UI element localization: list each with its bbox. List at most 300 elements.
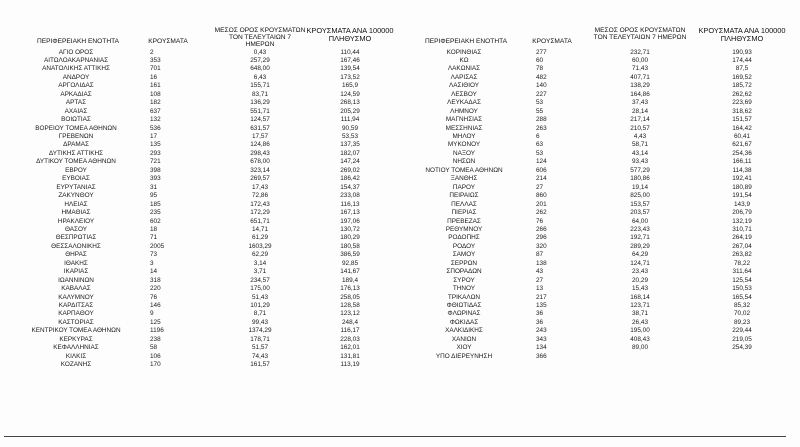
cases-cell: 9 <box>150 310 154 318</box>
right-table-row <box>0 201 800 209</box>
cases-cell: 135 <box>536 302 547 309</box>
cases-cell: 170 <box>150 361 161 369</box>
region-cell: ΔΥΤΙΚΗΣ ΑΤΤΙΚΗΣ <box>48 149 104 157</box>
bottom-rule <box>4 436 786 437</box>
per100k-cell: 186,42 <box>340 175 360 183</box>
right-table-row <box>0 319 800 327</box>
region-cell: ΕΥΒΟΙΑΣ <box>62 175 90 183</box>
region-cell: ΥΠΟ ΔΙΕΡΕΥΝΗΣΗ <box>435 352 493 360</box>
cases-cell: 201 <box>536 200 547 208</box>
per100k-cell: 223,69 <box>732 99 752 107</box>
avg-cell: 648,00 <box>250 65 270 73</box>
per100k-cell: 141,67 <box>340 268 360 276</box>
region-cell: ΚΟΖΑΝΗΣ <box>60 361 92 369</box>
per100k-cell: 386,59 <box>340 251 360 259</box>
cases-cell: 2005 <box>150 242 165 250</box>
cases-cell: 76 <box>150 293 158 301</box>
region-cell: ΛΑΡΙΣΑΣ <box>450 73 478 81</box>
cases-cell: 263 <box>536 124 547 132</box>
region-cell: ΛΑΣΙΘΙΟΥ <box>448 82 480 90</box>
cases-cell: 95 <box>150 192 158 200</box>
region-cell: ΚΕΡΚΥΡΑΣ <box>59 335 93 343</box>
right-table-row <box>0 302 800 310</box>
right-table-row <box>0 268 800 276</box>
right-table-row <box>0 310 800 318</box>
avg-cell: 161,57 <box>250 361 270 369</box>
avg-cell: 26,43 <box>632 318 648 326</box>
region-cell: ΝΗΣΩΝ <box>452 158 476 166</box>
per100k-cell: 621,67 <box>732 141 752 149</box>
cases-cell: 63 <box>536 141 544 149</box>
region-cell: ΙΘΑΚΗΣ <box>64 259 88 267</box>
region-cell: ΚΩ <box>459 56 469 64</box>
right-table-row <box>0 336 800 344</box>
per100k-cell: 128,58 <box>340 302 360 309</box>
avg-cell: 99,43 <box>252 318 268 326</box>
avg-cell: 192,71 <box>630 234 650 242</box>
region-cell: ΘΕΣΠΡΩΤΙΑΣ <box>55 234 97 242</box>
region-cell: ΑΡΤΑΣ <box>65 99 87 107</box>
cases-cell: 293 <box>150 149 161 157</box>
right-header-per100k: ΚΡΟΥΣΜΑΤΑ ΑΝΑ 100000 ΠΛΗΘΥΣΜΟ <box>698 26 786 43</box>
avg-cell: 289,29 <box>630 242 650 250</box>
per100k-cell: 167,13 <box>340 209 360 217</box>
region-cell: ΖΑΚΥΝΘΟΥ <box>58 192 94 200</box>
avg-cell: 20,29 <box>632 276 648 284</box>
cases-cell: 6 <box>536 133 540 140</box>
right-table-row <box>0 74 800 82</box>
cases-cell: 135 <box>150 141 161 149</box>
avg-cell: 51,57 <box>252 344 268 352</box>
right-table-row <box>0 277 800 285</box>
cases-cell: 73 <box>150 251 158 259</box>
per100k-cell: 113,19 <box>340 361 360 369</box>
avg-cell: 6,43 <box>253 73 267 81</box>
per100k-cell: 182,07 <box>340 149 360 157</box>
right-table-row <box>0 125 800 133</box>
cases-cell: 721 <box>150 158 161 166</box>
avg-cell: 164,86 <box>630 90 650 98</box>
avg-cell: 298,43 <box>250 149 270 157</box>
avg-cell: 38,71 <box>632 310 648 318</box>
region-cell: ΣΠΟΡΑΔΩΝ <box>446 268 482 276</box>
per100k-cell: 114,38 <box>732 166 752 174</box>
avg-cell: 19,14 <box>632 183 648 191</box>
right-table-row <box>0 57 800 65</box>
cases-cell: 58 <box>150 344 158 352</box>
per100k-cell: 165,9 <box>342 82 358 90</box>
left-header-region: ΠΕΡΙΦΕΡΕΙΑΚΗ ΕΝΟΤΗΤΑ <box>36 38 120 45</box>
per100k-cell: 264,19 <box>732 234 752 242</box>
cases-cell: 60 <box>536 56 544 64</box>
cases-cell: 182 <box>150 99 161 107</box>
right-table-row <box>0 327 800 335</box>
region-cell: ΠΕΙΡΑΙΩΣ <box>449 192 479 200</box>
cases-cell: 161 <box>150 82 161 90</box>
cases-cell: 13 <box>536 285 544 293</box>
cases-cell: 36 <box>536 310 544 318</box>
right-table-row <box>0 251 800 259</box>
per100k-cell: 173,52 <box>340 73 360 81</box>
cases-cell: 3 <box>150 259 154 267</box>
avg-cell: 269,57 <box>250 175 270 183</box>
region-cell: ΛΕΣΒΟΥ <box>451 90 477 98</box>
region-cell: ΧΑΝΙΩΝ <box>451 335 477 343</box>
per100k-cell: 111,94 <box>340 116 360 124</box>
right-table-row <box>0 234 800 242</box>
cases-cell: 227 <box>536 90 547 98</box>
avg-cell: 61,29 <box>252 234 268 242</box>
right-table-row <box>0 141 800 149</box>
cases-cell: 243 <box>536 327 547 335</box>
avg-cell: 155,71 <box>250 82 270 90</box>
cases-cell: 701 <box>150 65 161 73</box>
region-cell: ΑΓΙΟ ΟΡΟΣ <box>58 48 94 56</box>
cases-cell: 343 <box>536 335 547 343</box>
right-table-row <box>0 294 800 302</box>
per100k-cell: 70,02 <box>734 310 750 318</box>
region-cell: ΦΩΚΙΔΑΣ <box>449 318 479 326</box>
cases-cell: 87 <box>536 251 544 259</box>
region-cell: ΚΕΝΤΡΙΚΟΥ ΤΟΜΕΑ ΑΘΗΝΩΝ <box>31 327 121 335</box>
per100k-cell: 124,59 <box>340 90 360 98</box>
region-cell: ΧΙΟΥ <box>456 344 472 352</box>
region-cell: ΑΝΑΤΟΛΙΚΗΣ ΑΤΤΙΚΗΣ <box>42 65 110 73</box>
cases-cell: 53 <box>536 149 544 157</box>
per100k-cell: 92,85 <box>342 259 358 267</box>
region-cell: ΗΛΕΙΑΣ <box>64 200 88 208</box>
per100k-cell: 229,44 <box>732 327 752 335</box>
per100k-cell: 180,29 <box>340 234 360 242</box>
per100k-cell: 311,64 <box>732 268 752 276</box>
cases-cell: 185 <box>150 200 161 208</box>
avg-cell: 101,29 <box>250 302 270 309</box>
per100k-cell: 258,05 <box>340 293 360 301</box>
per100k-cell: 78,22 <box>734 259 750 267</box>
avg-cell: 651,71 <box>250 217 270 225</box>
avg-cell: 89,00 <box>632 344 648 352</box>
avg-cell: 232,71 <box>630 48 650 56</box>
avg-cell: 28,14 <box>632 107 648 115</box>
left-table-row <box>0 361 800 369</box>
per100k-cell: 219,05 <box>732 335 752 343</box>
cases-cell: 235 <box>150 209 161 217</box>
avg-cell: 1374,29 <box>248 327 272 335</box>
region-cell: ΑΝΔΡΟΥ <box>62 73 90 81</box>
cases-cell: 536 <box>150 124 161 132</box>
avg-cell: 168,14 <box>630 293 650 301</box>
cases-cell: 55 <box>536 107 544 115</box>
region-cell: ΚΑΣΤΟΡΙΑΣ <box>58 318 94 326</box>
per100k-cell: 248,4 <box>342 318 358 326</box>
region-cell: ΚΕΦΑΛΛΗΝΙΑΣ <box>53 344 99 352</box>
per100k-cell: 268,13 <box>340 99 360 107</box>
right-header-avg: ΜΕΣΟΣ ΟΡΟΣ ΚΡΟΥΣΜΑΤΩΝ ΤΟΝ ΤΕΛΕΥΤΑΙΩΝ 7 ΗΜΕΡΩΝ <box>593 27 687 42</box>
avg-cell: 93,43 <box>632 158 648 166</box>
per100k-cell: 318,62 <box>732 107 752 115</box>
region-cell: ΡΟΔΟΥ <box>452 242 476 250</box>
avg-cell: 577,29 <box>630 166 650 174</box>
cases-cell: 398 <box>150 166 161 174</box>
per100k-cell: 90,59 <box>342 124 358 132</box>
right-table-row <box>0 167 800 175</box>
per100k-cell: 254,36 <box>732 149 752 157</box>
avg-cell: 180,86 <box>630 175 650 183</box>
right-table-row <box>0 99 800 107</box>
cases-cell: 637 <box>150 107 161 115</box>
cases-cell: 288 <box>536 116 547 124</box>
right-table-row <box>0 353 800 361</box>
region-cell: ΙΩΑΝΝΙΝΩΝ <box>58 276 94 284</box>
per100k-cell: 130,72 <box>340 225 360 233</box>
region-cell: ΜΥΚΟΝΟΥ <box>447 141 481 149</box>
per100k-cell: 176,13 <box>340 285 360 293</box>
cases-cell: 606 <box>536 166 547 174</box>
avg-cell: 62,29 <box>252 251 268 259</box>
cases-cell: 238 <box>150 335 161 343</box>
per100k-cell: 132,19 <box>732 217 752 225</box>
region-cell: ΜΑΓΝΗΣΙΑΣ <box>445 116 483 124</box>
region-cell: ΘΑΣΟΥ <box>64 225 88 233</box>
per100k-cell: 197,06 <box>340 217 360 225</box>
avg-cell: 408,43 <box>630 335 650 343</box>
right-table-row <box>0 218 800 226</box>
per100k-cell: 310,71 <box>732 225 752 233</box>
per100k-cell: 164,42 <box>732 124 752 132</box>
per100k-cell: 167,46 <box>340 56 360 64</box>
cases-cell: 266 <box>536 225 547 233</box>
per100k-cell: 151,57 <box>732 116 752 124</box>
avg-cell: 124,71 <box>630 259 650 267</box>
avg-cell: 223,43 <box>630 225 650 233</box>
avg-cell: 175,00 <box>250 285 270 293</box>
per100k-cell: 190,93 <box>732 48 752 56</box>
per100k-cell: 254,39 <box>732 344 752 352</box>
region-cell: ΠΙΕΡΙΑΣ <box>451 209 477 217</box>
per100k-cell: 180,89 <box>732 183 752 191</box>
cases-cell: 18 <box>150 225 158 233</box>
avg-cell: 58,71 <box>632 141 648 149</box>
region-cell: ΕΥΡΥΤΑΝΙΑΣ <box>56 183 96 191</box>
region-cell: ΠΑΡΟΥ <box>452 183 476 191</box>
right-table-row <box>0 209 800 217</box>
region-cell: ΜΕΣΣΗΝΙΑΣ <box>445 124 483 132</box>
cases-cell: 602 <box>150 217 161 225</box>
cases-cell: 2 <box>150 48 154 56</box>
region-cell: ΑΡΓΟΛΙΔΑΣ <box>58 82 94 90</box>
cases-cell: 140 <box>536 82 547 90</box>
per100k-cell: 267,04 <box>732 242 752 250</box>
cases-cell: 78 <box>536 65 544 73</box>
per100k-cell: 150,53 <box>732 285 752 293</box>
cases-cell: 76 <box>536 217 544 225</box>
cases-cell: 296 <box>536 234 547 242</box>
avg-cell: 551,71 <box>250 107 270 115</box>
per100k-cell: 123,12 <box>340 310 360 318</box>
region-cell: ΝΑΞΟΥ <box>452 149 476 157</box>
avg-cell: 178,71 <box>250 335 270 343</box>
region-cell: ΔΡΑΜΑΣ <box>63 141 89 149</box>
per100k-cell: 137,35 <box>340 141 360 149</box>
region-cell: ΗΜΑΘΙΑΣ <box>61 209 91 217</box>
avg-cell: 64,29 <box>632 251 648 259</box>
per100k-cell: 143,9 <box>734 200 750 208</box>
per100k-cell: 169,52 <box>732 73 752 81</box>
region-cell: ΦΘΙΩΤΙΔΑΣ <box>446 302 482 309</box>
avg-cell: 3,14 <box>253 259 267 267</box>
cases-cell: 43 <box>536 268 544 276</box>
avg-cell: 124,57 <box>250 116 270 124</box>
region-cell: ΑΧΑΪΑΣ <box>64 107 88 115</box>
right-table-row <box>0 243 800 251</box>
per100k-cell: 206,79 <box>732 209 752 217</box>
avg-cell: 60,00 <box>632 56 648 64</box>
cases-cell: 393 <box>150 175 161 183</box>
region-cell: ΣΥΡΟΥ <box>453 276 475 284</box>
avg-cell: 210,57 <box>630 124 650 132</box>
right-table-row <box>0 108 800 116</box>
per100k-cell: 154,37 <box>340 183 360 191</box>
per100k-cell: 147,24 <box>340 158 360 166</box>
right-table-row <box>0 285 800 293</box>
right-table-row <box>0 65 800 73</box>
region-cell: ΒΟΙΩΤΙΑΣ <box>61 116 91 124</box>
avg-cell: 257,29 <box>250 56 270 64</box>
region-cell: ΞΑΝΘΗΣ <box>450 175 478 183</box>
region-cell: ΚΑΡΠΑΘΟΥ <box>58 310 94 318</box>
region-cell: ΛΗΜΝΟΥ <box>450 107 478 115</box>
right-table-row <box>0 82 800 90</box>
avg-cell: 74,43 <box>252 352 268 360</box>
cases-cell: 277 <box>536 48 547 56</box>
per100k-cell: 85,32 <box>734 302 750 309</box>
per100k-cell: 269,02 <box>340 166 360 174</box>
cases-cell: 14 <box>150 268 158 276</box>
per100k-cell: 125,54 <box>732 276 752 284</box>
right-table-row <box>0 260 800 268</box>
cases-cell: 106 <box>150 352 161 360</box>
avg-cell: 72,86 <box>252 192 268 200</box>
avg-cell: 3,71 <box>253 268 267 276</box>
region-cell: ΤΡΙΚΑΛΩΝ <box>447 293 481 301</box>
cases-cell: 262 <box>536 209 547 217</box>
region-cell: ΝΟΤΙΟΥ ΤΟΜΕΑ ΑΘΗΝΩΝ <box>425 166 503 174</box>
cases-cell: 860 <box>536 192 547 200</box>
region-cell: ΡΕΘΥΜΝΟΥ <box>445 225 483 233</box>
cases-cell: 482 <box>536 73 547 81</box>
region-cell: ΑΙΤΩΛΟΑΚΑΡΝΑΝΙΑΣ <box>43 56 109 64</box>
cases-cell: 27 <box>536 183 544 191</box>
avg-cell: 37,43 <box>632 99 648 107</box>
per100k-cell: 262,62 <box>732 90 752 98</box>
right-table-row <box>0 184 800 192</box>
avg-cell: 14,71 <box>252 225 268 233</box>
per100k-cell: 205,29 <box>340 107 360 115</box>
left-header-per100k: ΚΡΟΥΣΜΑΤΑ ΑΝΑ 100000 ΠΛΗΘΥΣΜΟ <box>306 26 394 43</box>
right-table-row <box>0 344 800 352</box>
avg-cell: 203,57 <box>630 209 650 217</box>
avg-cell: 83,71 <box>252 90 268 98</box>
right-table-row <box>0 226 800 234</box>
avg-cell: 0,43 <box>253 48 267 56</box>
region-cell: ΠΕΛΛΑΣ <box>451 200 477 208</box>
avg-cell: 678,00 <box>250 158 270 166</box>
cases-cell: 16 <box>150 73 158 81</box>
per100k-cell: 60,41 <box>734 133 750 140</box>
avg-cell: 631,57 <box>250 124 270 132</box>
cases-cell: 146 <box>150 302 161 309</box>
region-cell: ΚΟΡΙΝΘΙΑΣ <box>446 48 482 56</box>
per100k-cell: 110,44 <box>340 48 360 56</box>
region-cell: ΚΙΛΚΙΣ <box>65 352 87 360</box>
avg-cell: 51,43 <box>252 293 268 301</box>
cases-cell: 27 <box>536 276 544 284</box>
per100k-cell: 185,72 <box>732 82 752 90</box>
cases-cell: 124 <box>536 158 547 166</box>
avg-cell: 234,57 <box>250 276 270 284</box>
cases-cell: 132 <box>150 116 161 124</box>
per100k-cell: 53,53 <box>342 133 358 140</box>
region-cell: ΚΑΛΥΜΝΟΥ <box>58 293 94 301</box>
right-table-row <box>0 91 800 99</box>
region-cell: ΤΗΝΟΥ <box>452 285 476 293</box>
region-cell: ΚΑΡΔΙΤΣΑΣ <box>58 302 94 309</box>
region-cell: ΗΡΑΚΛΕΙΟΥ <box>57 217 95 225</box>
per100k-cell: 174,44 <box>732 56 752 64</box>
cases-cell: 125 <box>150 318 161 326</box>
per100k-cell: 166,11 <box>732 158 752 166</box>
cases-cell: 31 <box>150 183 158 191</box>
per100k-cell: 180,58 <box>340 242 360 250</box>
cases-cell: 138 <box>536 259 547 267</box>
per100k-cell: 162,01 <box>340 344 360 352</box>
per100k-cell: 116,13 <box>340 200 360 208</box>
per100k-cell: 139,54 <box>340 65 360 73</box>
per100k-cell: 192,41 <box>732 175 752 183</box>
avg-cell: 17,57 <box>252 133 268 140</box>
cases-cell: 53 <box>536 99 544 107</box>
per100k-cell: 189,4 <box>342 276 358 284</box>
avg-cell: 17,43 <box>252 183 268 191</box>
avg-cell: 172,43 <box>250 200 270 208</box>
avg-cell: 138,29 <box>630 82 650 90</box>
region-cell: ΧΑΛΚΙΔΙΚΗΣ <box>445 327 483 335</box>
avg-cell: 8,71 <box>253 310 267 318</box>
region-cell: ΡΟΔΟΠΗΣ <box>448 234 480 242</box>
per100k-cell: 228,03 <box>340 335 360 343</box>
left-header-cases: ΚΡΟΥΣΜΑΤΑ <box>148 38 188 45</box>
cases-cell: 36 <box>536 318 544 326</box>
cases-cell: 320 <box>536 242 547 250</box>
per100k-cell: 233,08 <box>340 192 360 200</box>
region-cell: ΚΑΒΑΛΑΣ <box>61 285 91 293</box>
avg-cell: 43,14 <box>632 149 648 157</box>
avg-cell: 23,43 <box>632 268 648 276</box>
avg-cell: 136,29 <box>250 99 270 107</box>
right-table-row <box>0 158 800 166</box>
region-cell: ΣΑΜΟΥ <box>452 251 476 259</box>
avg-cell: 825,00 <box>630 192 650 200</box>
region-cell: ΜΗΛΟΥ <box>452 133 476 140</box>
per100k-cell: 89,23 <box>734 318 750 326</box>
avg-cell: 172,29 <box>250 209 270 217</box>
region-cell: ΛΕΥΚΑΔΑΣ <box>447 99 481 107</box>
region-cell: ΠΡΕΒΕΖΑΣ <box>447 217 481 225</box>
region-cell: ΦΛΩΡΙΝΑΣ <box>447 310 481 318</box>
cases-cell: 318 <box>150 276 161 284</box>
cases-cell: 217 <box>536 293 547 301</box>
cases-cell: 1196 <box>150 327 164 335</box>
